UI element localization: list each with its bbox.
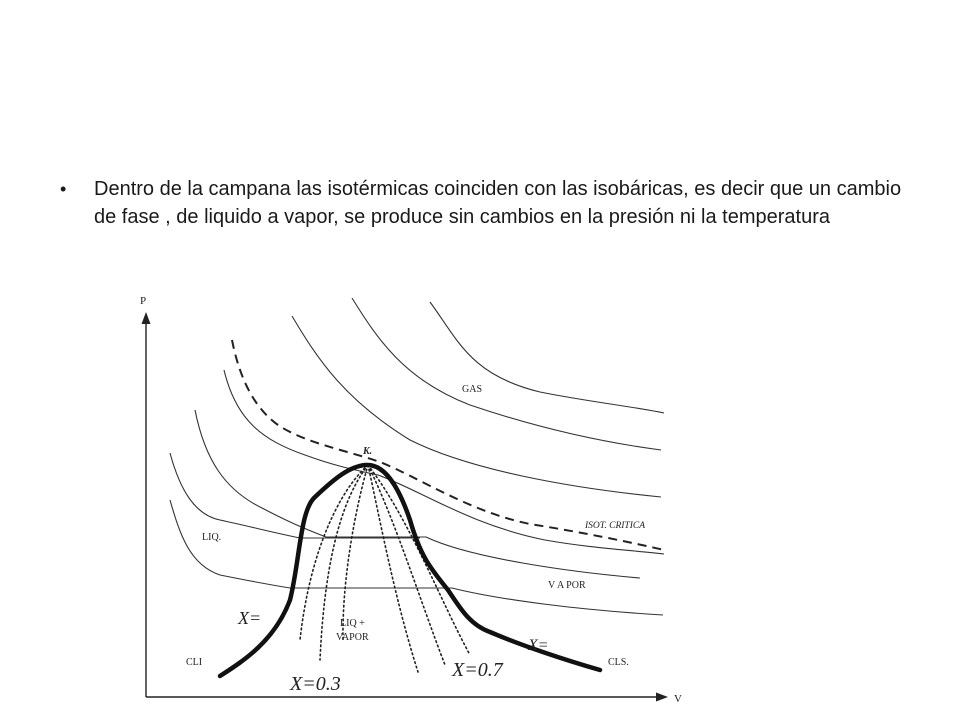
isotherms [170,298,664,615]
label-mixture-line1: LIQ + [340,618,365,629]
label-cls: CLS. [608,657,629,668]
x-axis-arrow [656,693,668,702]
isotherm-1 [430,302,664,413]
label-x-right: X= [528,637,549,654]
bullet-text: Dentro de la campana las isotérmicas coinciden con las isobáricas, es decir que un cambio de fase , de liquido a vapor, se produce sin cambios en la presión ni la temperatura [94,178,902,228]
bullet-marker: • [60,179,67,199]
label-x-07: X=0.7 [452,659,503,681]
isotherm-2 [352,298,661,450]
axis-x-label: V [674,693,682,705]
label-critical-isotherm: ISOT. CRITICA [585,521,645,531]
label-x-left: X= [238,608,262,628]
quality-lines [300,465,470,672]
isotherm-7 [170,500,663,615]
pv-phase-diagram [120,285,700,710]
axis-y-label: P [140,295,147,307]
quality-line-1 [300,465,368,640]
isotherm-5 [195,410,640,578]
label-gas: GAS [462,384,483,395]
label-x-03: X=0.3 [290,673,341,695]
critical-isotherm [232,340,664,550]
label-critical-point: K. [363,446,373,457]
label-liquid: LIQ. [202,532,222,543]
label-vapor: V A POR [548,580,586,591]
y-axis-arrow [142,312,151,324]
label-cli: CLI [186,657,203,668]
label-mixture-line2: VAPOR [336,632,369,643]
